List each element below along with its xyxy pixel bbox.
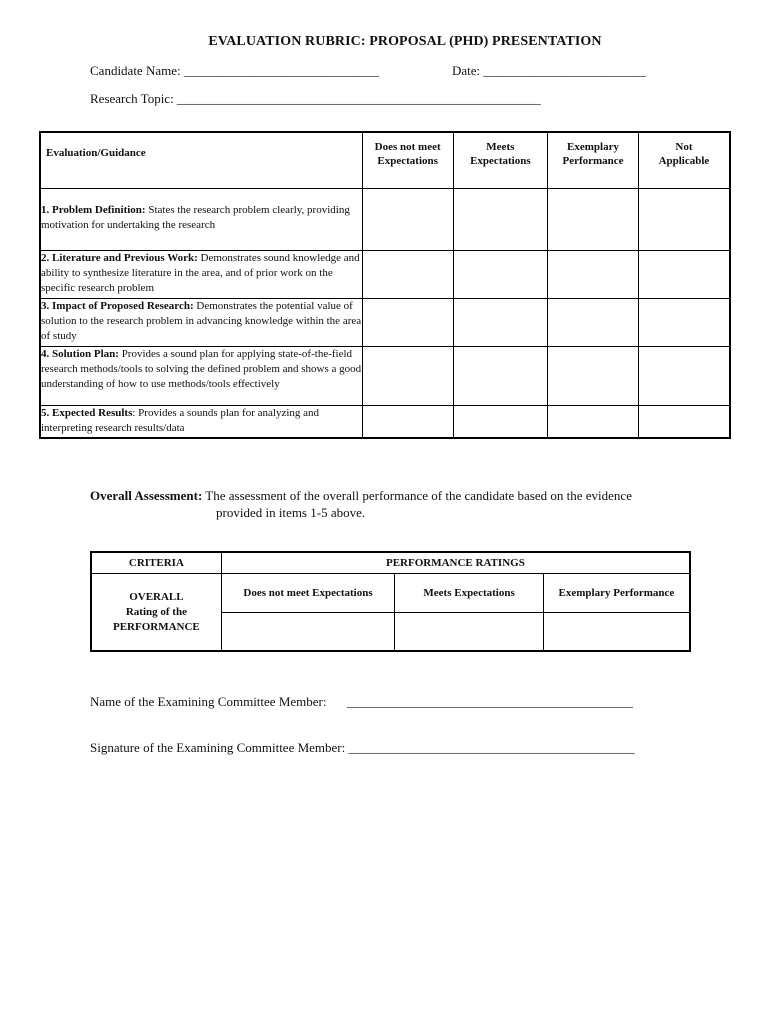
rubric-row [40, 347, 730, 406]
criteria-header: Evaluation/Guidance [40, 132, 362, 189]
committee-member-name [90, 694, 633, 710]
rating-cell[interactable] [548, 347, 639, 406]
rating-cell[interactable] [548, 406, 639, 439]
page-title: EVALUATION RUBRIC: PROPOSAL (PHD) PRESENTATION [208, 34, 602, 49]
rating-cell[interactable] [638, 251, 730, 299]
rating-label-does-not-meet: Does not meet Expectations [221, 574, 394, 613]
rating-cell[interactable] [453, 189, 548, 251]
performance-table [90, 551, 691, 652]
rating-cell[interactable] [453, 406, 548, 439]
rating-cell[interactable] [362, 347, 453, 406]
signature-line[interactable]: ____________________________________________ [348, 740, 635, 755]
criterion-3: 3. Impact of Proposed Research: Demonstrates the potential value of solution to the research problem in advancing knowledge within the area of study [40, 299, 362, 347]
header-not-applicable: Not Applicable [638, 132, 730, 189]
research-topic-field[interactable]: Research Topic: ________________________________________________________ [90, 91, 541, 106]
rating-cell[interactable] [453, 299, 548, 347]
rating-labels-row [91, 574, 690, 613]
criterion-1: 1. Problem Definition: States the research problem clearly, providing motivation for undertaking the research [40, 189, 362, 251]
header-exemplary: Exemplary Performance [548, 132, 639, 189]
header-meets: Meets Expectations [453, 132, 548, 189]
rubric-header-row [40, 132, 730, 189]
rubric-row [40, 406, 730, 439]
rating-cell[interactable] [221, 613, 394, 652]
rating-label-exemplary: Exemplary Performance [543, 574, 690, 613]
rating-cell[interactable] [453, 251, 548, 299]
rubric-table [39, 131, 731, 439]
rubric-row [40, 189, 730, 251]
header-does-not-meet: Does not meet Expectations [362, 132, 453, 189]
ratings-header: PERFORMANCE RATINGS [221, 552, 690, 574]
rating-cell[interactable] [453, 347, 548, 406]
rubric-row [40, 299, 730, 347]
overall-assessment-label: Overall Assessment: [90, 488, 203, 503]
rating-cell[interactable] [638, 347, 730, 406]
rating-label-meets: Meets Expectations [395, 574, 544, 613]
criterion-4: 4. Solution Plan: Provides a sound plan for applying state-of-the-field research methods/tools to solving the defined problem and shows a good understanding of how to use methods/tools effectively [40, 347, 362, 406]
rating-cell[interactable] [543, 613, 690, 652]
overall-rating-label: OVERALL Rating of the PERFORMANCE [91, 574, 221, 652]
overall-assessment-text-cont: provided in items 1-5 above. [216, 505, 366, 520]
rating-cell[interactable] [638, 189, 730, 251]
rating-cell[interactable] [362, 251, 453, 299]
rating-cell[interactable] [548, 189, 639, 251]
committee-member-signature [90, 740, 635, 756]
rating-cell[interactable] [638, 406, 730, 439]
name-label: Name of the Examining Committee Member: [90, 694, 327, 709]
rating-cell[interactable] [362, 299, 453, 347]
rating-cell[interactable] [548, 251, 639, 299]
performance-header-row [91, 552, 690, 574]
criterion-5: 5. Expected Results: Provides a sounds plan for analyzing and interpreting research results/data [40, 406, 362, 439]
rating-cell[interactable] [638, 299, 730, 347]
signature-label: Signature of the Examining Committee Member: [90, 740, 346, 755]
rubric-row [40, 251, 730, 299]
overall-assessment [90, 487, 690, 521]
criteria-header: CRITERIA [91, 552, 221, 574]
rating-cell[interactable] [548, 299, 639, 347]
name-line[interactable]: ____________________________________________ [346, 694, 633, 709]
candidate-name-field[interactable]: Candidate Name: ______________________________ [90, 63, 379, 78]
rating-cell[interactable] [362, 406, 453, 439]
criterion-2: 2. Literature and Previous Work: Demonstrates sound knowledge and ability to synthesize literature in the area, and of prior work on the specific research problem [40, 251, 362, 299]
overall-assessment-text: The assessment of the overall performance of the candidate based on the evidence [202, 488, 632, 503]
rating-cell[interactable] [362, 189, 453, 251]
date-field[interactable]: Date: _________________________ [452, 63, 646, 78]
rating-cell[interactable] [395, 613, 544, 652]
